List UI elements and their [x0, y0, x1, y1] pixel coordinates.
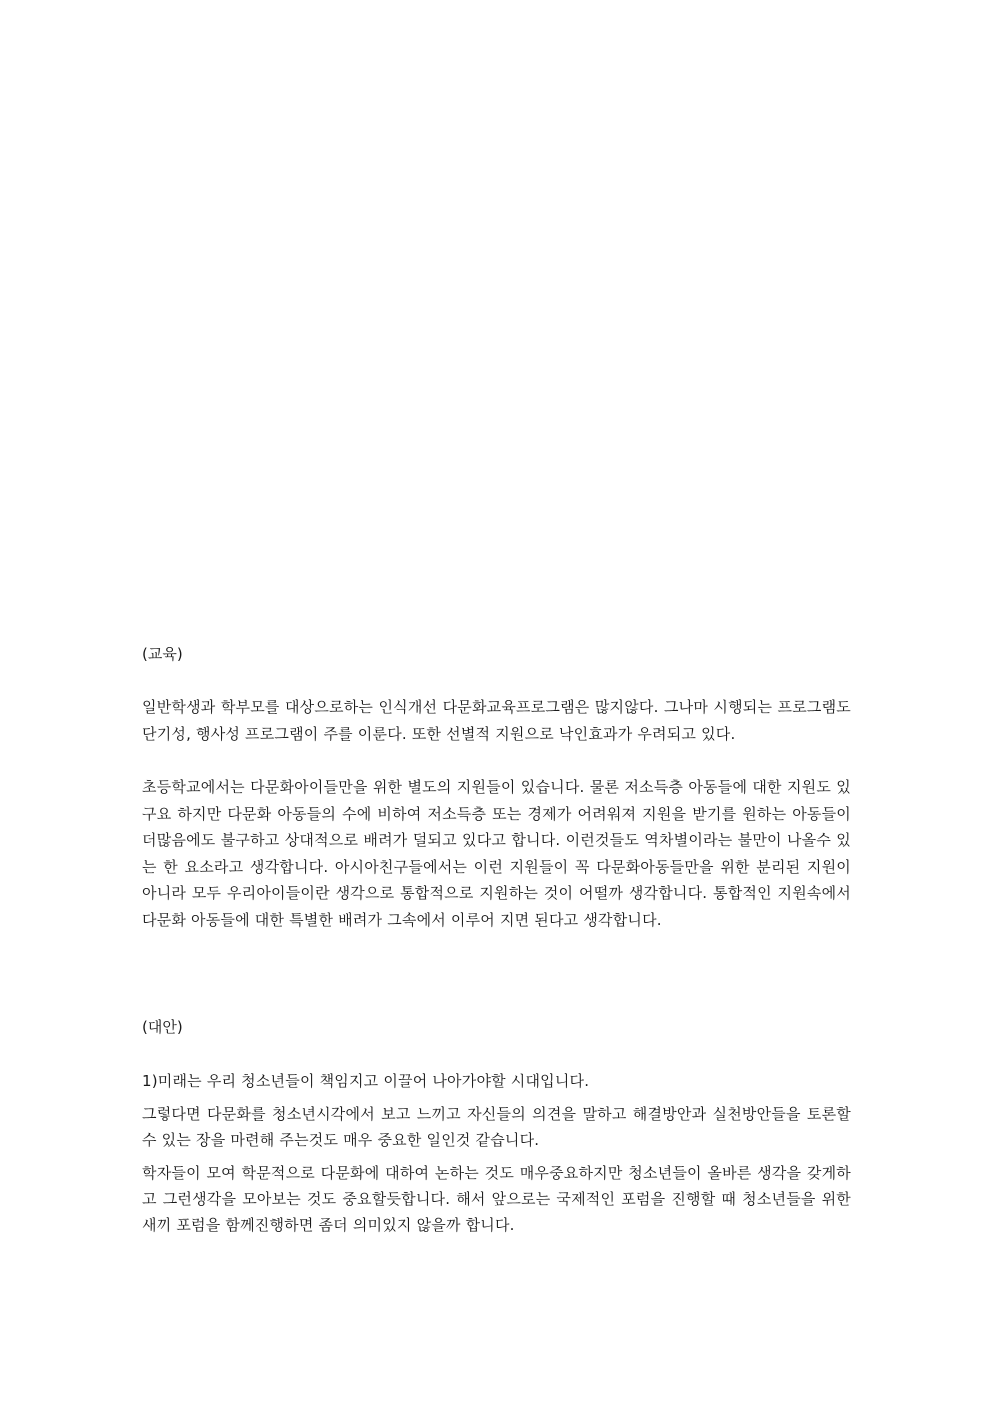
paragraph-education-intro: 일반학생과 학부모를 대상으로하는 인식개선 다문화교육프로그램은 많지않다. 그나마 시행되는 프로그램도 단기성, 행사성 프로그램이 주를 이룬다. 또한 선별적 지원으로 낙인효과가 우려되고 있다.	[142, 698, 851, 743]
paragraph-alternative-2: 그렇다면 다문화를 청소년시각에서 보고 느끼고 자신들의 의견을 말하고 해결방안과 실천방안들을 토론할수 있는 장을 마련해 주는것도 매우 중요한 일인것 같습니다.	[142, 1105, 851, 1149]
section-heading-education: (교육)	[142, 645, 183, 663]
paragraph-education-support: 초등학교에서는 다문화아이들만을 위한 별도의 지원들이 있습니다. 물론 저소득층 아동들에 대한 지원도 있구요 하지만 다문화 아동들의 수에 비하여 저소득층 또는 경제가 어려워져 지원을 받기를 원하는 아동들이 더많음에도 불구하고 상대적으로 배려가 덜되고 있다고 합니다. 이런것들도 역차별이라는 불만이 나올수 있는 한 요소라고 생각합니다. 아시아친구들에서는 이런 지원들이 꼭 다문화아동들만을 위한 분리된 지원이 아니라 모두 우리아이들이란 생각으로 통합적으로 지원하는 것이 어떨까 생각합니다. 통합적인 지원속에서 다문화 아동들에 대한 특별한 배려가 그속에서 이루어 지면 된다고 생각합니다.	[142, 778, 851, 929]
paragraph-alternative-3: 학자들이 모여 학문적으로 다문화에 대하여 논하는 것도 매우중요하지만 청소년들이 올바른 생각을 갖게하고 그런생각을 모아보는 것도 중요할듯합니다. 해서 앞으로는 국제적인 포럼을 진행할 때 청소년들을 위한 새끼 포럼을 함께진행하면 좀더 의미있지 않을까 합니다.	[142, 1164, 851, 1234]
paragraph-alternative-1: 1)미래는 우리 청소년들이 책임지고 이끌어 나아가야할 시대입니다.	[142, 1072, 590, 1090]
section-heading-alternative: (대안)	[142, 1018, 183, 1036]
